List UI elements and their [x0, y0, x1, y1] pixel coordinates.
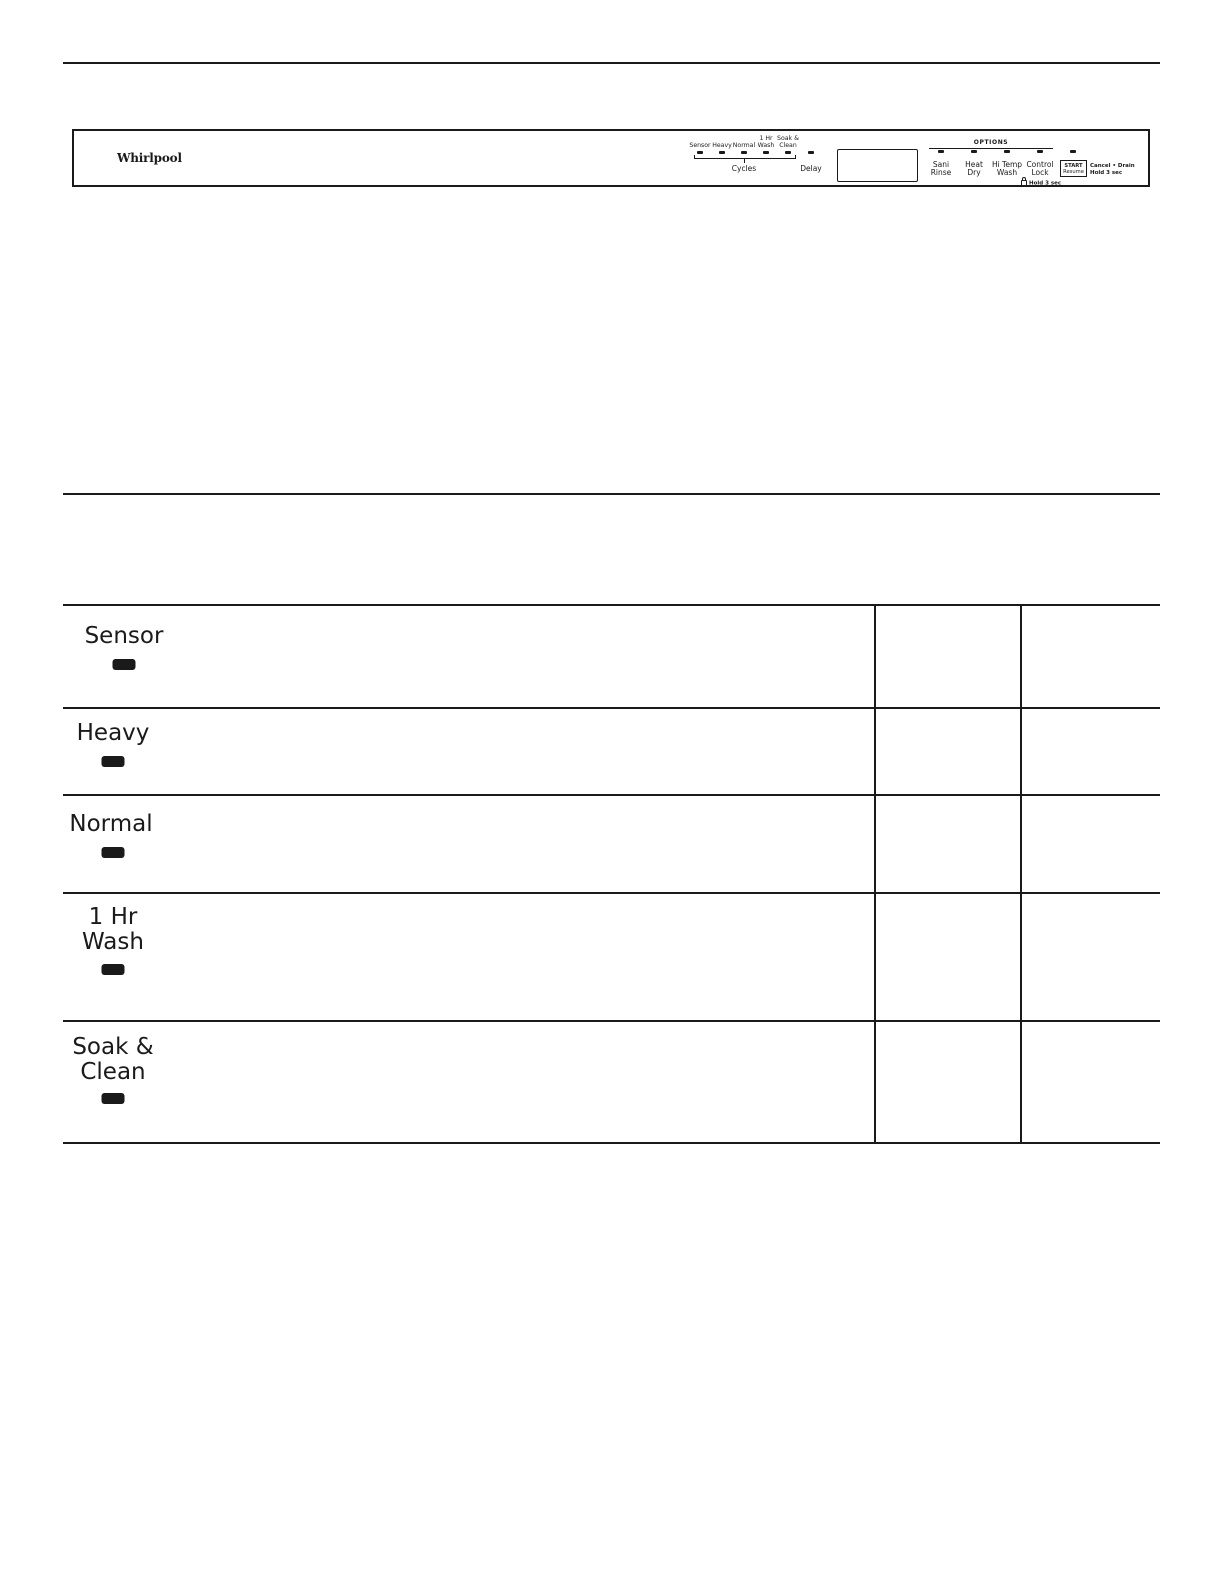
cycles-group-label: Cycles — [731, 164, 757, 173]
table-rule — [63, 1142, 1160, 1144]
cycle-led-soak-clean[interactable] — [785, 151, 791, 154]
cycle-indicator-1hr-wash — [102, 964, 125, 975]
table-rule — [63, 707, 1160, 709]
option-heat-dry[interactable]: Heat Dry — [965, 160, 983, 177]
cycle-indicator-sensor — [113, 659, 136, 670]
cycle-name-soak-clean: Soak & Clean — [72, 1034, 154, 1085]
section-rule — [63, 493, 1160, 495]
resume-label: Resume — [1063, 169, 1084, 175]
table-rule — [63, 892, 1160, 894]
top-rule — [63, 62, 1160, 64]
cycle-led-normal[interactable] — [741, 151, 747, 154]
table-rule — [63, 604, 1160, 606]
cycle-label-normal: Normal — [732, 142, 756, 149]
option-hi-temp-wash[interactable]: Hi Temp Wash — [991, 160, 1023, 177]
option-led-sani-rinse[interactable] — [938, 150, 944, 153]
option-led-hi-temp-wash[interactable] — [1004, 150, 1010, 153]
digital-display — [837, 149, 918, 182]
cycle-label-sensor: Sensor — [689, 142, 711, 149]
hold-note-text: Hold 3 sec — [1029, 180, 1062, 187]
table-column-divider — [1020, 604, 1022, 1144]
cycle-indicator-normal — [102, 847, 125, 858]
whirlpool-logo: Whirlpool — [117, 151, 182, 165]
start-led — [1070, 150, 1076, 153]
cycle-indicator-soak-clean — [102, 1093, 125, 1104]
delay-led[interactable] — [808, 151, 814, 154]
option-sani-rinse[interactable]: Sani Rinse — [930, 160, 952, 177]
cycle-indicator-heavy — [102, 756, 125, 767]
table-rule — [63, 794, 1160, 796]
cycle-name-1hr-wash: 1 Hr Wash — [82, 904, 144, 955]
delay-button[interactable]: Delay — [800, 164, 822, 173]
cycle-table — [63, 604, 1160, 1144]
hold-note — [1021, 180, 1061, 187]
cycle-name-normal: Normal — [69, 811, 153, 837]
cycle-name-heavy: Heavy — [76, 720, 150, 746]
cycle-led-sensor[interactable] — [697, 151, 703, 154]
cycle-led-heavy[interactable] — [719, 151, 725, 154]
cycle-led-1hr-wash[interactable] — [763, 151, 769, 154]
option-led-heat-dry[interactable] — [971, 150, 977, 153]
cycle-label-soak-clean: Soak & Clean — [777, 135, 799, 149]
cancel-drain-note: Cancel • Drain Hold 3 sec — [1090, 163, 1135, 176]
table-column-divider — [874, 604, 876, 1144]
cycles-bracket — [694, 155, 796, 159]
table-rule — [63, 1020, 1160, 1022]
options-rule — [929, 148, 1053, 149]
lock-icon — [1021, 180, 1027, 186]
options-title: OPTIONS — [973, 139, 1009, 146]
cycle-label-heavy: Heavy — [712, 142, 732, 149]
option-led-control-lock[interactable] — [1037, 150, 1043, 153]
cycle-label-1hr-wash: 1 Hr Wash — [757, 135, 775, 149]
cycle-name-sensor: Sensor — [84, 623, 164, 649]
option-control-lock[interactable]: Control Lock — [1026, 160, 1054, 177]
start-resume-button[interactable] — [1060, 160, 1087, 177]
start-label: START — [1064, 163, 1083, 169]
cycles-bracket-stem — [744, 158, 745, 163]
control-panel — [72, 129, 1150, 187]
